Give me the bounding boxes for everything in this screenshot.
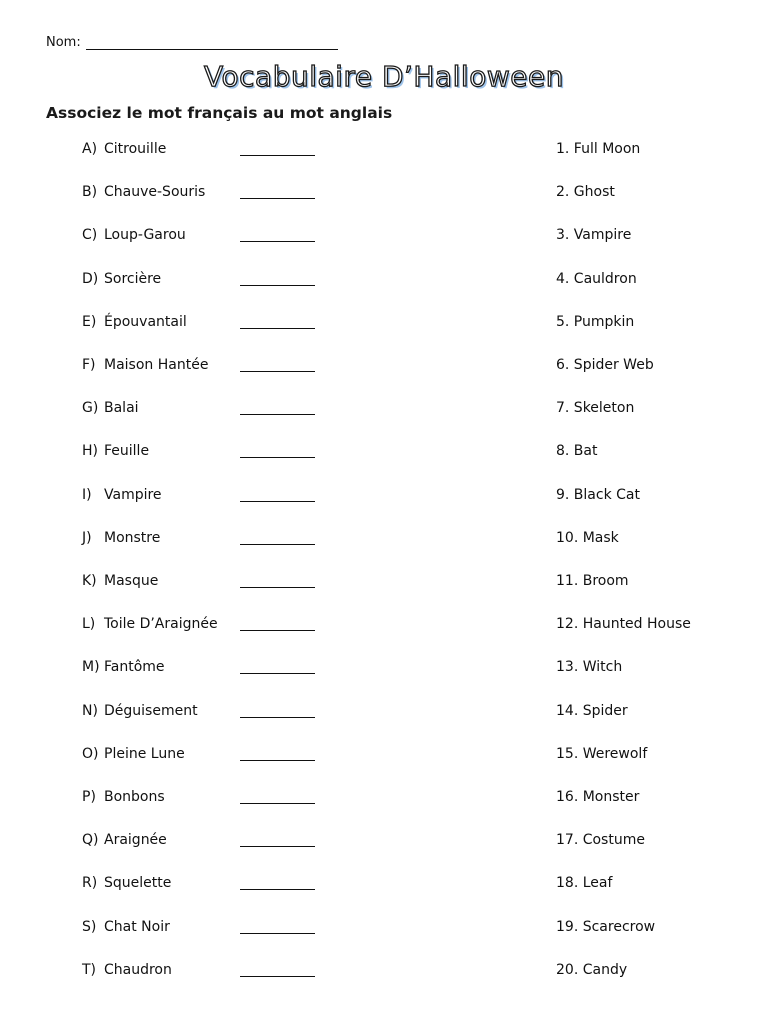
french-word-letter: K) [82, 573, 97, 589]
english-word: 10. Mask [556, 530, 619, 546]
french-word: Épouvantail [104, 314, 187, 330]
french-word: Squelette [104, 875, 172, 891]
french-word: Balai [104, 400, 139, 416]
french-word: Araignée [104, 832, 167, 848]
english-word: 19. Scarecrow [556, 919, 656, 935]
french-word-letter: N) [82, 703, 98, 719]
english-word: 9. Black Cat [556, 487, 640, 503]
answer-blank[interactable] [240, 717, 315, 718]
english-word: 14. Spider [556, 703, 628, 719]
answer-blank[interactable] [240, 198, 315, 199]
french-word-letter: A) [82, 141, 98, 157]
french-word-letter: B) [82, 184, 98, 200]
instruction-text: Associez le mot français au mot anglais [46, 104, 393, 122]
answer-blank[interactable] [240, 414, 315, 415]
french-word: Citrouille [104, 141, 167, 157]
name-blank-line[interactable] [86, 36, 338, 50]
answer-blank[interactable] [240, 760, 315, 761]
french-word-letter: M) [82, 659, 100, 675]
french-word-letter: Q) [82, 832, 99, 848]
french-word: Feuille [104, 443, 150, 459]
french-word-letter: L) [82, 616, 96, 632]
answer-blank[interactable] [240, 285, 315, 286]
french-word: Loup-Garou [104, 227, 186, 243]
name-label: Nom: [46, 35, 81, 50]
french-word: Vampire [104, 487, 162, 503]
answer-blank[interactable] [240, 155, 315, 156]
answer-blank[interactable] [240, 889, 315, 890]
french-word-letter: T) [82, 962, 97, 978]
answer-blank[interactable] [240, 544, 315, 545]
answer-blank[interactable] [240, 933, 315, 934]
french-word: Chat Noir [104, 919, 170, 935]
answer-blank[interactable] [240, 501, 315, 502]
english-word: 17. Costume [556, 832, 645, 848]
english-word: 5. Pumpkin [556, 314, 635, 330]
english-word: 11. Broom [556, 573, 629, 589]
english-word: 18. Leaf [556, 875, 613, 891]
answer-blank[interactable] [240, 630, 315, 631]
french-word-letter: S) [82, 919, 97, 935]
french-word: Toile D’Araignée [104, 616, 218, 632]
french-word: Maison Hantée [104, 357, 209, 373]
answer-blank[interactable] [240, 673, 315, 674]
french-word: Chauve-Souris [104, 184, 206, 200]
english-word: 16. Monster [556, 789, 640, 805]
french-word-letter: D) [82, 271, 99, 287]
english-word: 8. Bat [556, 443, 598, 459]
english-word: 4. Cauldron [556, 271, 637, 287]
french-word: Chaudron [104, 962, 172, 978]
page-title: Vocabulaire D’Halloween [204, 60, 564, 93]
name-field [46, 35, 338, 50]
answer-blank[interactable] [240, 241, 315, 242]
answer-blank[interactable] [240, 976, 315, 977]
english-word: 13. Witch [556, 659, 623, 675]
english-word: 1. Full Moon [556, 141, 641, 157]
french-word-letter: C) [82, 227, 98, 243]
english-word: 15. Werewolf [556, 746, 648, 762]
answer-blank[interactable] [240, 371, 315, 372]
answer-blank[interactable] [240, 803, 315, 804]
french-word-letter: J) [82, 530, 92, 546]
english-word: 6. Spider Web [556, 357, 654, 373]
french-word: Déguisement [104, 703, 198, 719]
french-word: Pleine Lune [104, 746, 185, 762]
english-word: 3. Vampire [556, 227, 632, 243]
french-word-letter: E) [82, 314, 97, 330]
english-word: 2. Ghost [556, 184, 615, 200]
english-word: 20. Candy [556, 962, 628, 978]
english-word: 12. Haunted House [556, 616, 691, 632]
answer-blank[interactable] [240, 457, 315, 458]
french-word-letter: F) [82, 357, 96, 373]
answer-blank[interactable] [240, 328, 315, 329]
french-word: Monstre [104, 530, 161, 546]
answer-blank[interactable] [240, 587, 315, 588]
french-word: Fantôme [104, 659, 165, 675]
english-word: 7. Skeleton [556, 400, 635, 416]
french-word-letter: P) [82, 789, 96, 805]
french-word-letter: I) [82, 487, 92, 503]
french-word: Masque [104, 573, 159, 589]
french-word-letter: O) [82, 746, 99, 762]
french-word: Bonbons [104, 789, 165, 805]
answer-blank[interactable] [240, 846, 315, 847]
french-word-letter: G) [82, 400, 99, 416]
french-word-letter: R) [82, 875, 98, 891]
french-word: Sorcière [104, 271, 162, 287]
french-word-letter: H) [82, 443, 98, 459]
